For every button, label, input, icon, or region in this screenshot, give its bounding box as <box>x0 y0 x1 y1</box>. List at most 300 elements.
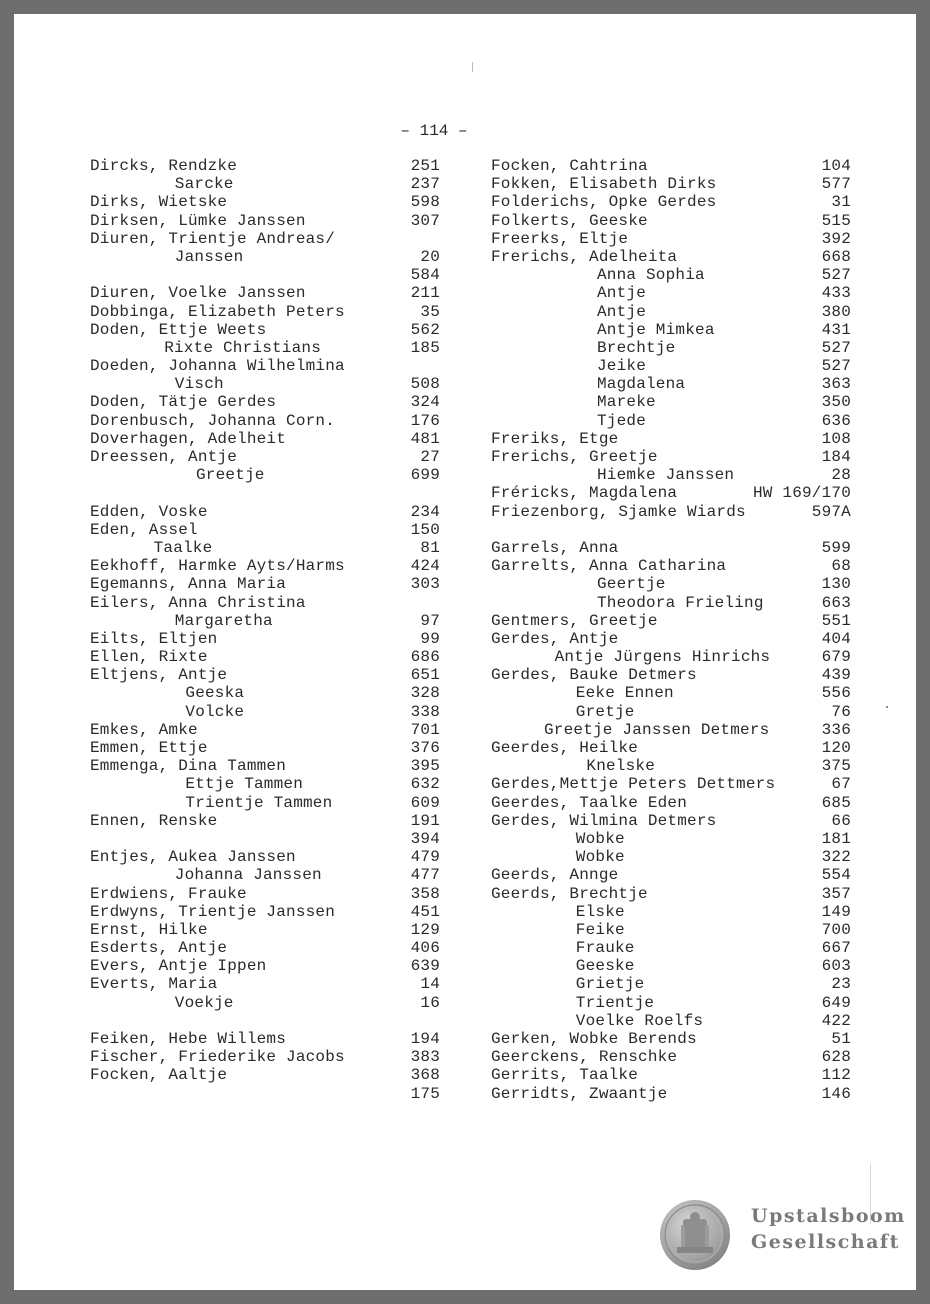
index-entry <box>491 830 851 848</box>
right-index-column <box>491 157 851 1103</box>
index-entry <box>491 212 851 230</box>
entry-page-number: 527 <box>821 338 851 357</box>
entry-name: Emkes, Amke <box>90 720 198 739</box>
index-entry <box>90 539 440 557</box>
entry-name: Frerichs, Adelheita <box>491 247 678 266</box>
watermark-line-1: Upstalsboom <box>751 1205 906 1227</box>
entry-page-number: 185 <box>410 338 440 357</box>
index-entry <box>491 303 851 321</box>
index-entry <box>90 648 440 666</box>
entry-page-number: 562 <box>410 320 440 339</box>
entry-page-number: 20 <box>420 247 440 266</box>
entry-page-number: 181 <box>821 829 851 848</box>
entry-page-number: 104 <box>821 157 851 175</box>
index-entry <box>90 575 440 593</box>
index-entry <box>491 266 851 284</box>
index-entry <box>90 212 440 230</box>
entry-name: Geerds, Brechtje <box>491 884 648 903</box>
entry-name: Dirksen, Lümke Janssen <box>90 211 306 230</box>
entry-name: Edden, Voske <box>90 502 208 521</box>
watermark-logo <box>659 1199 904 1271</box>
entry-page-number: 451 <box>410 902 440 921</box>
index-entry <box>90 230 440 248</box>
entry-name: Eekhoff, Harmke Ayts/Harms <box>90 557 345 576</box>
entry-page-number: 27 <box>420 448 440 466</box>
entry-page-number: 375 <box>821 757 851 776</box>
entry-name: Anna Sophia <box>597 266 705 285</box>
index-entry <box>491 248 851 266</box>
entry-name: Feike <box>575 920 625 939</box>
entry-page-number: 663 <box>821 593 851 612</box>
entry-page-number: 130 <box>821 575 851 594</box>
entry-name: Mareke <box>597 393 656 412</box>
index-entry <box>491 448 851 466</box>
index-entry <box>491 630 851 648</box>
index-entry <box>491 375 851 393</box>
entry-page-number: 603 <box>821 957 851 976</box>
entry-page-number: 76 <box>831 702 851 721</box>
entry-page-number: 508 <box>410 375 440 394</box>
index-entry <box>491 521 851 539</box>
entry-page-number: 150 <box>410 520 440 539</box>
index-entry <box>90 812 440 830</box>
entry-page-number: 184 <box>821 448 851 466</box>
entry-name: Gentmers, Greetje <box>491 611 658 630</box>
index-entry <box>90 557 440 575</box>
entry-page-number: 14 <box>420 975 440 994</box>
entry-page-number: 31 <box>831 193 851 212</box>
index-entry <box>90 830 440 848</box>
index-entry <box>491 466 851 484</box>
entry-page-number: 176 <box>410 411 440 430</box>
entry-name: Frerichs, Greetje <box>491 448 658 466</box>
entry-page-number: 363 <box>821 375 851 394</box>
index-entry <box>90 848 440 866</box>
index-entry <box>491 557 851 575</box>
entry-page-number: 404 <box>821 629 851 648</box>
index-entry <box>90 721 440 739</box>
entry-name: Doden, Tätje Gerdes <box>90 393 277 412</box>
entry-page-number: 628 <box>821 1048 851 1067</box>
entry-name: Geeske <box>575 957 635 976</box>
entry-name: Gerdes,Mettje Peters Dettmers <box>491 775 776 794</box>
entry-page-number: 146 <box>821 1084 851 1103</box>
entry-name: Everts, Maria <box>90 975 218 994</box>
entry-page-number: 527 <box>821 357 851 376</box>
entry-page-number: HW 169/170 <box>752 484 851 503</box>
index-entry <box>90 303 440 321</box>
entry-page-number: 699 <box>410 466 440 485</box>
index-entry <box>90 630 440 648</box>
entry-name: Geerdes, Heilke <box>491 739 639 757</box>
index-entry <box>491 903 851 921</box>
index-entry <box>90 193 440 211</box>
index-entry <box>90 503 440 521</box>
entry-page-number: 99 <box>420 629 440 648</box>
entry-page-number: 700 <box>821 920 851 939</box>
entry-name: Janssen <box>174 247 244 266</box>
left-index-column <box>90 157 440 1103</box>
entry-name: Elske <box>575 902 625 921</box>
entry-page-number: 431 <box>821 320 851 339</box>
entry-name: Dirks, Wietske <box>90 193 228 212</box>
index-entry <box>491 757 851 775</box>
entry-name: Diuren, Trientje Andreas/ <box>90 229 336 248</box>
index-entry <box>90 393 440 411</box>
entry-name: Dorenbusch, Johanna Corn. <box>90 411 336 430</box>
entry-page-number: 380 <box>821 302 851 321</box>
document-page <box>14 14 916 1290</box>
entry-name: Emmen, Ettje <box>90 739 208 757</box>
entry-page-number: 551 <box>821 611 851 630</box>
page-number: – 114 – <box>400 122 468 140</box>
entry-name: Freriks, Etge <box>491 429 619 448</box>
index-entry <box>491 175 851 193</box>
index-entry <box>491 975 851 993</box>
index-entry <box>90 175 440 193</box>
entry-page-number: 649 <box>821 993 851 1012</box>
entry-page-number: 556 <box>821 684 851 703</box>
index-entry <box>491 666 851 684</box>
entry-page-number: 481 <box>410 429 440 448</box>
entry-name: Freerks, Eltje <box>491 229 629 248</box>
entry-page-number: 68 <box>831 557 851 576</box>
entry-page-number: 350 <box>821 393 851 412</box>
index-entry <box>491 794 851 812</box>
entry-name: Gerdes, Wilmina Detmers <box>491 811 717 830</box>
index-entry <box>491 957 851 975</box>
index-entry <box>90 521 440 539</box>
entry-page-number: 357 <box>821 884 851 903</box>
entry-name: Garrelts, Anna Catharina <box>491 557 727 576</box>
entry-name: Greetje Janssen Detmers <box>544 720 770 739</box>
entry-name: Gretje <box>575 702 635 721</box>
entry-name: Fokken, Elisabeth Dirks <box>491 175 717 194</box>
entry-name: Knelske <box>586 757 656 776</box>
entry-name: Geerdes, Taalke Eden <box>491 793 688 812</box>
entry-name: Trientje <box>575 993 655 1012</box>
index-entry <box>90 866 440 884</box>
entry-page-number: 51 <box>831 1030 851 1048</box>
index-entry <box>491 539 851 557</box>
entry-page-number: 394 <box>410 829 440 848</box>
entry-page-number: 701 <box>410 720 440 739</box>
entry-name: Frauke <box>575 939 635 958</box>
index-entry <box>90 1085 440 1103</box>
entry-name: Voekje <box>174 993 234 1012</box>
entry-name: Evers, Antje Ippen <box>90 957 267 976</box>
index-entry <box>90 266 440 284</box>
entry-page-number: 120 <box>821 739 851 757</box>
entry-name: Trientje Tammen <box>185 793 333 812</box>
entry-name: Eeke Ennen <box>575 684 674 703</box>
entry-name: Gerdes, Bauke Detmers <box>491 666 697 685</box>
entry-name: Egemanns, Anna Maria <box>90 575 287 594</box>
index-entry <box>90 1048 440 1066</box>
entry-page-number: 108 <box>821 429 851 448</box>
entry-page-number: 422 <box>821 1011 851 1030</box>
index-entry <box>90 157 440 175</box>
entry-page-number: 383 <box>410 1048 440 1067</box>
entry-page-number: 97 <box>420 611 440 630</box>
entry-page-number: 237 <box>410 175 440 194</box>
entry-page-number: 211 <box>410 284 440 303</box>
entry-name: Gerken, Wobke Berends <box>491 1030 697 1048</box>
index-entry <box>491 775 851 793</box>
entry-page-number: 307 <box>410 211 440 230</box>
entry-name: Gerdes, Antje <box>491 629 619 648</box>
entry-page-number: 324 <box>410 393 440 412</box>
entry-name: Eilers, Anna Christina <box>90 593 306 612</box>
entry-name: Rixte Christians <box>164 338 322 357</box>
entry-page-number: 149 <box>821 902 851 921</box>
entry-name: Diuren, Voelke Janssen <box>90 284 306 303</box>
index-entry <box>491 157 851 175</box>
entry-name: Entjes, Aukea Janssen <box>90 848 296 867</box>
entry-name: Greetje <box>196 466 265 485</box>
entry-name: Geerckens, Renschke <box>491 1048 678 1067</box>
index-entry <box>90 903 440 921</box>
entry-name: Garrels, Anna <box>491 538 619 557</box>
index-entry <box>90 466 440 484</box>
index-entry <box>491 812 851 830</box>
entry-page-number: 651 <box>410 666 440 685</box>
index-entry <box>491 321 851 339</box>
entry-name: Hiemke Janssen <box>597 466 735 485</box>
entry-page-number: 191 <box>410 811 440 830</box>
index-entry <box>90 612 440 630</box>
entry-name: Dobbinga, Elizabeth Peters <box>90 302 345 321</box>
entry-name: Fréricks, Magdalena <box>491 484 678 503</box>
index-entry <box>90 1066 440 1084</box>
entry-page-number: 433 <box>821 284 851 303</box>
index-entry <box>491 503 851 521</box>
entry-name: Folderichs, Opke Gerdes <box>491 193 717 212</box>
index-entry <box>491 866 851 884</box>
index-entry <box>491 1085 851 1103</box>
index-entry <box>491 703 851 721</box>
entry-name: Wobke <box>575 829 625 848</box>
index-entry <box>491 339 851 357</box>
entry-name: Emmenga, Dina Tammen <box>90 757 287 776</box>
index-entry <box>90 594 440 612</box>
entry-name: Dreessen, Antje <box>90 448 238 466</box>
entry-name: Sarcke <box>174 175 234 194</box>
entry-name: Feiken, Hebe Willems <box>90 1030 287 1048</box>
entry-page-number: 679 <box>821 648 851 667</box>
index-entry <box>491 684 851 702</box>
entry-page-number: 376 <box>410 739 440 757</box>
index-entry <box>90 1030 440 1048</box>
entry-name: Theodora Frieling <box>597 593 764 612</box>
index-entry <box>491 430 851 448</box>
entry-page-number: 597A <box>811 502 851 521</box>
entry-page-number: 406 <box>410 939 440 958</box>
entry-name: Wobke <box>575 848 625 867</box>
watermark-line-2: Gesellschaft <box>751 1231 900 1253</box>
entry-name: Geerds, Annge <box>491 866 619 885</box>
entry-page-number: 392 <box>821 229 851 248</box>
entry-page-number: 584 <box>410 266 440 285</box>
index-entry <box>491 648 851 666</box>
index-entry <box>491 1048 851 1066</box>
entry-name: Antje Jürgens Hinrichs <box>554 648 771 667</box>
entry-name: Ernst, Hilke <box>90 920 208 939</box>
entry-name: Ettje Tammen <box>185 775 304 794</box>
scan-speck <box>472 62 473 72</box>
index-entry <box>90 484 440 502</box>
index-entry <box>491 921 851 939</box>
entry-name: Eilts, Eltjen <box>90 629 218 648</box>
entry-page-number: 358 <box>410 884 440 903</box>
entry-page-number: 554 <box>821 866 851 885</box>
entry-page-number: 234 <box>410 502 440 521</box>
entry-page-number: 515 <box>821 211 851 230</box>
entry-page-number: 686 <box>410 648 440 667</box>
index-entry <box>491 575 851 593</box>
index-entry <box>90 757 440 775</box>
index-entry <box>90 448 440 466</box>
index-entry <box>491 230 851 248</box>
entry-name: Tjede <box>597 411 647 430</box>
entry-name: Jeike <box>597 357 647 376</box>
index-entry <box>90 684 440 702</box>
index-entry <box>90 775 440 793</box>
seal-icon <box>659 1199 731 1271</box>
entry-page-number: 338 <box>410 702 440 721</box>
entry-page-number: 16 <box>420 993 440 1012</box>
index-entry <box>491 412 851 430</box>
entry-name: Ennen, Renske <box>90 811 218 830</box>
entry-page-number: 175 <box>410 1084 440 1103</box>
entry-page-number: 439 <box>821 666 851 685</box>
entry-name: Taalke <box>153 538 213 557</box>
entry-name: Friezenborg, Sjamke Wiards <box>491 502 746 521</box>
index-entry <box>90 248 440 266</box>
entry-name: Antje Mimkea <box>597 320 715 339</box>
index-entry <box>491 848 851 866</box>
entry-page-number: 668 <box>821 247 851 266</box>
index-entry <box>90 739 440 757</box>
entry-page-number: 28 <box>831 466 851 485</box>
index-entry <box>491 594 851 612</box>
entry-name: Gerrits, Taalke <box>491 1066 639 1085</box>
index-entry <box>90 357 440 375</box>
entry-page-number: 368 <box>410 1066 440 1085</box>
entry-name: Antje <box>597 284 647 303</box>
index-entry <box>90 921 440 939</box>
entry-name: Esderts, Antje <box>90 939 228 958</box>
entry-page-number: 639 <box>410 957 440 976</box>
index-entry <box>90 321 440 339</box>
index-entry <box>90 957 440 975</box>
entry-page-number: 609 <box>410 793 440 812</box>
index-entry <box>491 612 851 630</box>
entry-page-number: 424 <box>410 557 440 576</box>
entry-name: Visch <box>174 375 224 394</box>
index-entry <box>491 721 851 739</box>
index-entry <box>90 666 440 684</box>
entry-page-number: 23 <box>831 975 851 994</box>
entry-page-number: 632 <box>410 775 440 794</box>
entry-name: Focken, Aaltje <box>90 1066 228 1085</box>
index-entry <box>90 939 440 957</box>
index-entry <box>90 430 440 448</box>
index-entry <box>491 484 851 502</box>
index-entry <box>90 339 440 357</box>
entry-name: Geertje <box>597 575 666 594</box>
entry-name: Doverhagen, Adelheit <box>90 429 287 448</box>
index-entry <box>491 284 851 302</box>
entry-page-number: 599 <box>821 538 851 557</box>
entry-name: Focken, Cahtrina <box>491 157 648 175</box>
index-entry <box>491 994 851 1012</box>
entry-name: Ellen, Rixte <box>90 648 208 667</box>
entry-name: Brechtje <box>597 338 676 357</box>
entry-name: Erdwyns, Trientje Janssen <box>90 902 336 921</box>
entry-page-number: 112 <box>821 1066 851 1085</box>
entry-page-number: 129 <box>410 920 440 939</box>
index-entry <box>90 1012 440 1030</box>
scan-speck <box>886 706 888 708</box>
entry-name: Doden, Ettje Weets <box>90 320 267 339</box>
entry-name: Johanna Janssen <box>174 866 322 885</box>
index-entry <box>491 193 851 211</box>
entry-page-number: 598 <box>410 193 440 212</box>
entry-page-number: 303 <box>410 575 440 594</box>
entry-page-number: 35 <box>420 302 440 321</box>
index-entry <box>90 994 440 1012</box>
entry-name: Doeden, Johanna Wilhelmina <box>90 357 345 376</box>
index-entry <box>491 1012 851 1030</box>
entry-name: Fischer, Friederike Jacobs <box>90 1048 345 1067</box>
entry-name: Magdalena <box>597 375 686 394</box>
entry-name: Gerridts, Zwaantje <box>491 1084 668 1103</box>
entry-page-number: 194 <box>410 1030 440 1048</box>
entry-page-number: 67 <box>831 775 851 794</box>
entry-page-number: 322 <box>821 848 851 867</box>
index-entry <box>90 975 440 993</box>
entry-page-number: 685 <box>821 793 851 812</box>
entry-name: Margaretha <box>174 611 273 630</box>
index-entry <box>491 939 851 957</box>
entry-name: Eden, Assel <box>90 520 198 539</box>
index-entry <box>491 357 851 375</box>
entry-page-number: 577 <box>821 175 851 194</box>
entry-page-number: 527 <box>821 266 851 285</box>
index-entry <box>491 393 851 411</box>
entry-page-number: 81 <box>420 538 440 557</box>
index-entry <box>491 885 851 903</box>
entry-page-number: 477 <box>410 866 440 885</box>
entry-name: Folkerts, Geeske <box>491 211 648 230</box>
index-entry <box>491 1030 851 1048</box>
entry-name: Antje <box>597 302 647 321</box>
entry-page-number: 479 <box>410 848 440 867</box>
entry-page-number: 336 <box>821 720 851 739</box>
entry-name: Geeska <box>185 684 245 703</box>
index-entry <box>90 284 440 302</box>
entry-page-number: 328 <box>410 684 440 703</box>
entry-page-number: 667 <box>821 939 851 958</box>
index-entry <box>90 412 440 430</box>
entry-name: Erdwiens, Frauke <box>90 884 247 903</box>
entry-name: Voelke Roelfs <box>575 1011 704 1030</box>
entry-name: Dircks, Rendzke <box>90 157 238 175</box>
index-entry <box>90 794 440 812</box>
entry-page-number: 395 <box>410 757 440 776</box>
index-entry <box>90 885 440 903</box>
